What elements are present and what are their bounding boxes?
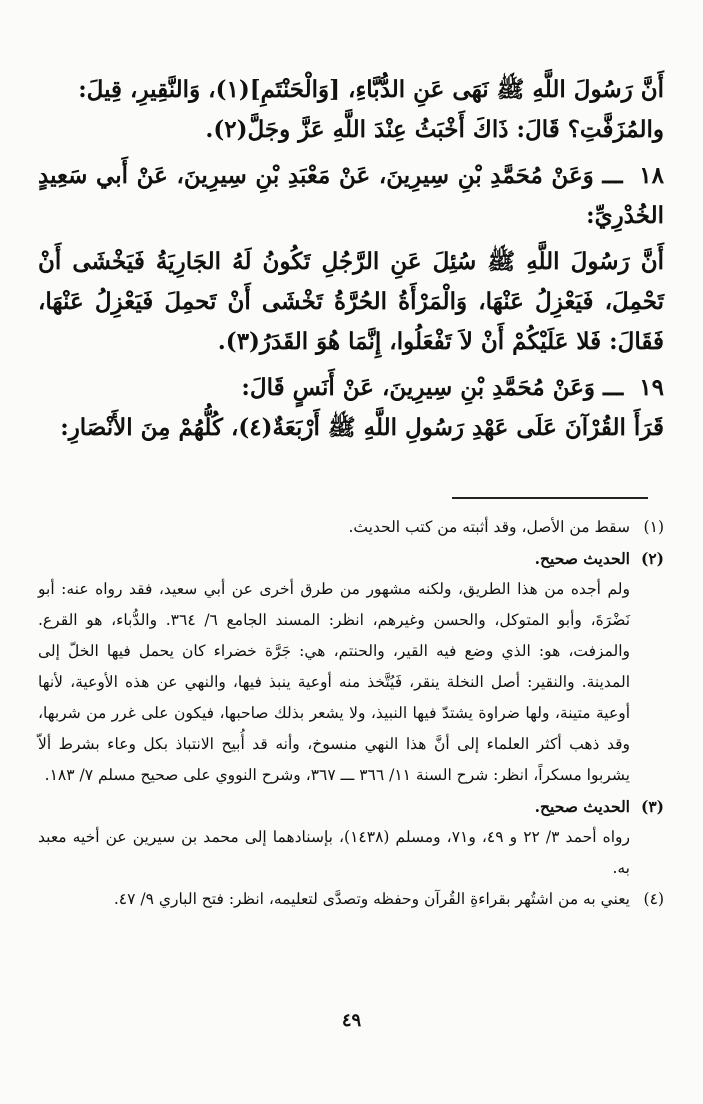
hadith-19-chain: ـــ وَعَنْ مُحَمَّدِ بْنِ سِيرِينَ، عَنْ أَنَسٍ قَالَ: — [241, 374, 624, 401]
hadith-17-text-line2: والمُزَفَّتِ؟ قَالَ: ذَاكَ أَخْبَثُ عِنْدَ اللَّهِ عَزَّ وجَلَّ(٢). — [205, 116, 664, 143]
hadith-19-number: ١٩ — [639, 374, 664, 401]
footnote-2-body: ولم أجده من هذا الطريق، ولكنه مشهور من طرق أخرى عن أبي سعيد، فقد رواه عنه: أبو نَضْرَةَ، وأبو المتوكل، والحسن وغيرهم، انظر: المسند الجامع ٦/ ٣٦٤. والدُّباء، هو القرع. والمزفت، هو: الذي وضع فيه القير، والحنتم، هي: جَرَّة خضراء كان يحمل فيها الخلّ إلى المدينة. والنقير: أصل النخلة ينقر، فَيُتَّخذ منه أوعية ينبذ فيها، والنهي عن هذه الأوعية، لأنها أوعية متينة، ولها ضراوة يشتدّ فيها النبيذ، ولا يشعر بذلك صاحبها، فيكون على غرر من شربها، وقد ذهب أكثر العلماء إلى أنَّ هذا النهي منسوخ، وأنه قد أُبيح الانتباذ بكل وعاء بشرط ألاّ يشربوا مسكراً، انظر: شرح السنة ١١/ ٣٦٦ ـــ ٣٦٧، وشرح النووي على صحيح مسلم ٧/ ١٨٣. — [38, 580, 631, 784]
footnote-2 — [38, 543, 664, 574]
main-text — [38, 70, 664, 448]
footnote-3-body: رواه أحمد ٣/ ٢٢ و ٤٩، و٧١، ومسلم (١٤٣٨)، بإسنادهما إلى محمد بن سيرين عن أخيه معبد به. — [38, 828, 630, 877]
hadith-17-text-line1: أَنَّ رَسُولَ اللَّهِ ﷺ نَهَى عَنِ الدُّبَّاءِ، [وَالْحَنْتَمِ](١)، وَالنَّقِيرِ، قِيلَ: — [78, 76, 664, 103]
footnote-2-number: (٢) — [640, 549, 664, 568]
hadith-18-text: أَنَّ رَسُولَ اللَّهِ ﷺ سُئِلَ عَنِ الرَّجُلِ تَكُونُ لَهُ الجَارِيَةُ فَيَخْشَى أَنْ تَحْمِلَ، فَيَعْزِلُ عَنْهَا، وَالْمَرْأَةُ الحُرَّةُ تَخْشَى أَنْ تَحمِلَ فَيَعْزِلُ عَنْهَا، فَقَالَ: فَلا عَلَيْكُمْ أَنْ لاَ تَفْعَلُوا، إِنَّمَا هُوَ القَدَرُ(٣). — [38, 248, 664, 355]
footnote-3 — [38, 791, 664, 822]
footnote-3-heading: الحديث صحيح. — [534, 797, 630, 816]
footnote-2-heading: الحديث صحيح. — [534, 549, 630, 568]
footnotes — [38, 512, 664, 915]
hadith-18-chain: ـــ وَعَنْ مُحَمَّدِ بْنِ سِيرِينَ، عَنْ مَعْبَدِ بْنِ سِيرِينَ، عَنْ أَبي سَعِيدٍ الخُدْرِيِّ: — [38, 162, 664, 229]
footnote-1-number: (١) — [643, 518, 664, 536]
footnote-1-text: سقط من الأصل، وقد أثبته من كتب الحديث. — [348, 518, 630, 536]
footnote-3-body-wrap — [38, 822, 664, 884]
footnote-4 — [38, 884, 664, 915]
footnote-3-number: (٣) — [640, 797, 664, 816]
footnote-1 — [38, 512, 664, 543]
hadith-19-text: قَرَأَ القُرْآنَ عَلَى عَهْدِ رَسُولِ اللَّهِ ﷺ أَرْبَعَةٌ(٤)، كُلُّهُمْ مِنَ الأَنْصَارِ: — [60, 414, 664, 441]
footnote-4-number: (٤) — [643, 890, 664, 908]
hadith-18-number: ١٨ — [639, 162, 664, 189]
footnote-divider — [452, 497, 648, 499]
footnote-2-body-wrap — [38, 574, 664, 791]
page-number: ٤٩ — [341, 1010, 362, 1031]
hadith-19-heading — [38, 368, 664, 408]
hadith-18-heading — [38, 156, 664, 236]
footnote-4-text: يعني به من اشتُهر بقراءةِ القُرآن وحفظه وتصدَّى لتعليمه، انظر: فتح الباري ٩/ ٤٧. — [113, 890, 630, 908]
